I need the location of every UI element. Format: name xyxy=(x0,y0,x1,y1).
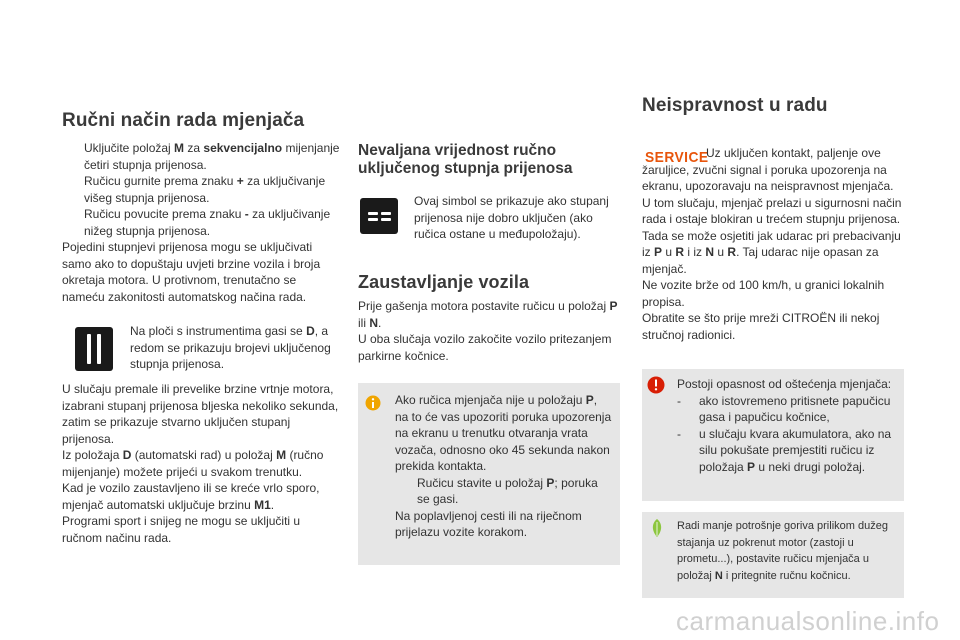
list-item: - ako istovremeno pritisnete papučicu gasa i papučicu kočnice, xyxy=(677,393,891,424)
paragraph: Programi sport i snijeg ne mogu se uključiti u ručnom načinu rada. xyxy=(62,514,301,545)
paragraph: Prije gašenja motora postavite ručicu u položaj P ili N. xyxy=(358,299,618,330)
paragraph: Kad je vozilo zaustavljeno ili se kreće vrlo sporo, mjenjač automatski uključuje brzinu M1. xyxy=(62,481,320,512)
section-title-invalid-gear: Nevaljana vrijednost ručno uključenog stupnja prijenosa xyxy=(358,142,573,177)
manual-mode-details xyxy=(62,381,340,546)
manual-mode-bullets xyxy=(62,140,340,305)
stopping-text xyxy=(358,298,620,364)
info-icon xyxy=(365,395,381,411)
eco-note-text: Radi manje potrošnje goriva prilikom dužeg stajanja uz pokrenut motor (zastoji u prometu...), postavite ručicu mjenjača u položaj N i pritegnite ručnu kočnicu. xyxy=(677,520,888,582)
bullet-item: Uključite položaj M za sekvencijalno mijenjanje četiri stupnja prijenosa. xyxy=(84,141,340,172)
bullet-item: Ručicu gurnite prema znaku + za uključivanje višeg stupnja prijenosa. xyxy=(84,174,326,205)
paragraph: Pojedini stupnjevi prijenosa mogu se uključivati samo ako to dopuštaju uvjeti brzine vozila i broja okretaja motora. U protivnom, trenutačno se nameću zakonitosti automatskog načina rada. xyxy=(62,240,321,304)
paragraph: U oba slučaja vozilo zakočite vozilo pritezanjem parkirne kočnice. xyxy=(358,332,612,363)
section-title-manual-mode: Ručni način rada mjenjača xyxy=(62,110,305,131)
invalid-gear-text: Ovaj simbol se prikazuje ako stupanj prijenosa nije dobro uključen (ako ručica ostane u međupoložaju). xyxy=(414,194,609,241)
section-title-malfunction: Neispravnost u radu xyxy=(642,95,828,116)
leaf-icon xyxy=(650,518,664,538)
invalid-gear-dashes-icon xyxy=(360,198,398,234)
service-warning-icon: SERVICE xyxy=(645,149,709,166)
watermark: carmanualsonline.info xyxy=(676,606,940,636)
section-title-stopping: Zaustavljanje vozila xyxy=(358,272,530,292)
gear-number-display-icon xyxy=(75,327,113,371)
paragraph: Iz položaja D (automatski rad) u položaj M (ručno mijenjanje) možete prijeći u svakom trenutku. xyxy=(62,448,324,479)
display-note: Na ploči s instrumentima gasi se D, a redom se prikazuju brojevi uključenog stupnja prijenosa. xyxy=(130,324,331,371)
warning-icon xyxy=(647,376,665,394)
warning-note-text: Postoji opasnost od oštećenja mjenjača: - ako istovremeno pritisnete papučicu gasa i papučicu kočnice, - u slučaju kvara akumulatora, ako na silu pokušate premjestiti ručicu iz položaja P u neki drugi položaj. xyxy=(677,376,899,475)
bullet-item: Ručicu povucite prema znaku - za uključivanje nižeg stupnja prijenosa. xyxy=(84,207,331,238)
bullet-item: Ručicu stavite u položaj P; poruka se gasi. xyxy=(417,475,598,506)
paragraph: U slučaju premale ili prevelike brzine vrtnje motora, izabrani stupanj prijenosa bljeska nekoliko sekunda, zatim se prikazuje stvarno uključen stupanj prijenosa. xyxy=(62,382,339,446)
malfunction-text: Uz uključen kontakt, paljenje ove žaruljice, zvučni signal i poruka upozorenja na ekranu, upozoravaju na neispravnost mjenjača. U tom slučaju, mjenjač prelazi u sigurnosni način rada i ostaje blokiran u trećem stupnju prijenosa. Tada se može osjetiti jak udarac pri prebacivanju iz P u R i iz N u R. Taj udarac nije opasan za mjenjač. Ne vozite brže od 100 km/h, u granici lokalnih propisa. Obratite se što prije mreži CITROËN ili nekoj stručnoj radionici. xyxy=(642,146,902,342)
list-item: - u slučaju kvara akumulatora, ako na silu pokušate premjestiti ručicu iz položaja P u neki drugi položaj. xyxy=(677,426,892,474)
info-note-text: Ako ručica mjenjača nije u položaju P, na to će vas upozoriti poruka upozorenja na ekranu u trenutku otvaranja vrata vozača, odnosno oko 45 sekunda nakon prekida kontakta. Ručicu stavite u položaj P; poruka se gasi. Na poplavljenoj cesti ili na riječnom prijelazu vozite korakom. xyxy=(395,393,612,539)
